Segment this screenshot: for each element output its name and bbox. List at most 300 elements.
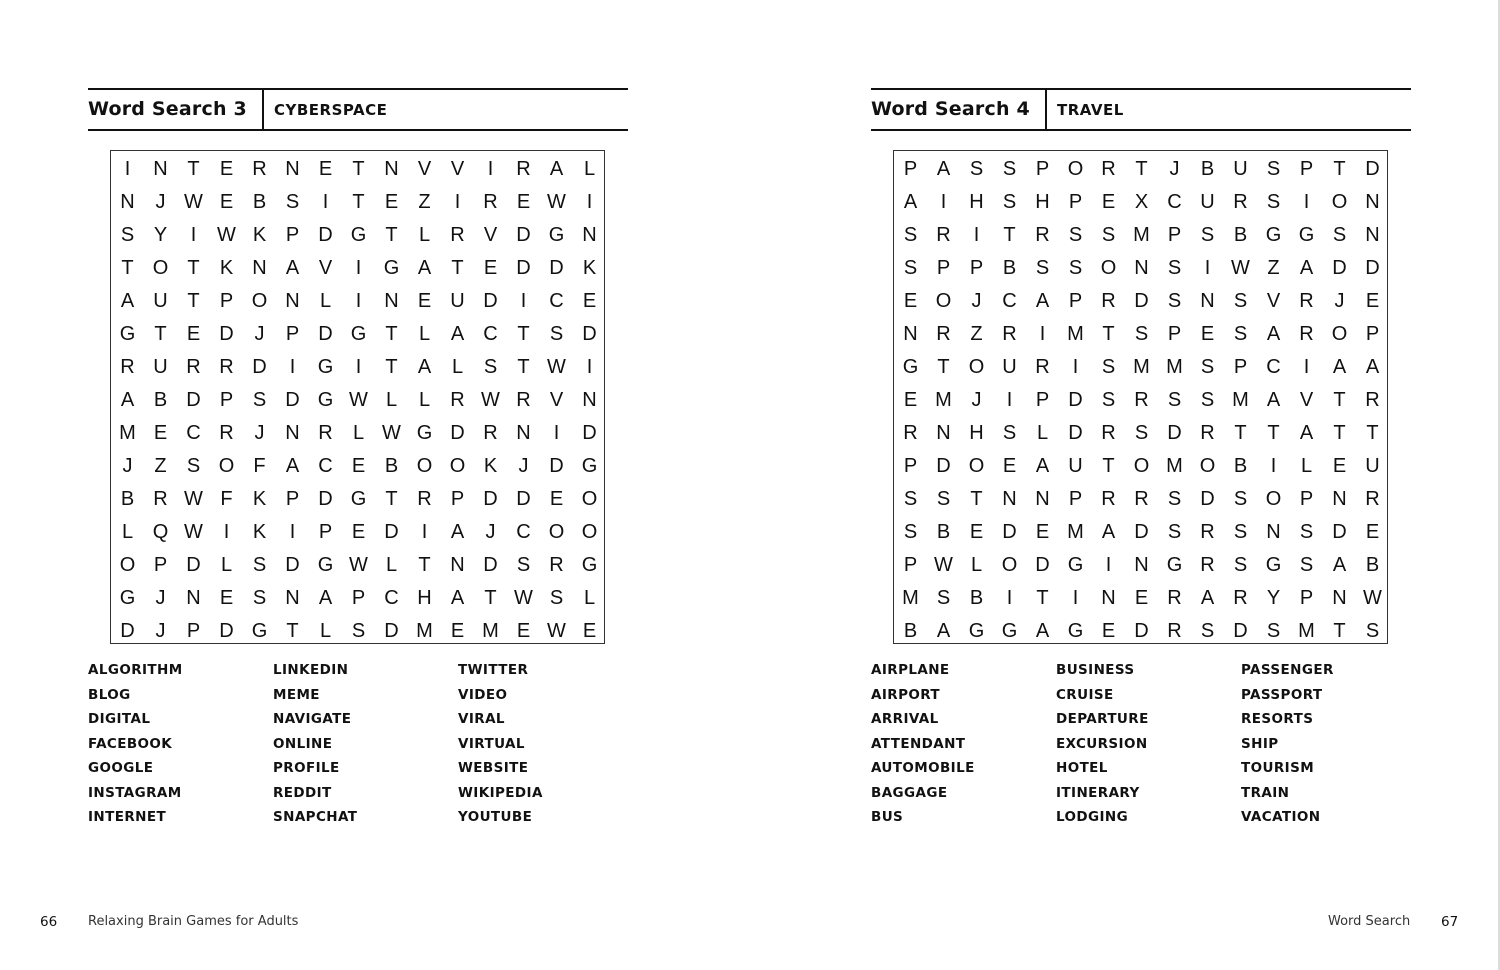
- grid-letter: I: [421, 521, 428, 543]
- grid-letter: W: [934, 554, 953, 576]
- grid-letter: T: [187, 290, 200, 312]
- grid-letter: N: [285, 158, 300, 180]
- grid-letter: E: [417, 290, 432, 312]
- grid-letter: G: [317, 389, 334, 411]
- grid-letter: D: [1134, 521, 1149, 543]
- grid-letter: T: [1234, 422, 1247, 444]
- grid-letter: S: [1233, 290, 1248, 312]
- grid-letter: P: [1068, 191, 1083, 213]
- grid-letter: S: [1299, 554, 1314, 576]
- grid-letter: T: [517, 356, 530, 378]
- word-list-item: WIKIPEDIA: [458, 784, 543, 801]
- grid-letter: E: [351, 455, 366, 477]
- grid-letter: C: [1002, 290, 1017, 312]
- grid-letter: O: [581, 521, 598, 543]
- grid-letter: D: [1002, 521, 1017, 543]
- grid-letter: D: [219, 620, 234, 642]
- grid-letter: P: [1365, 323, 1380, 345]
- grid-letter: H: [1035, 191, 1050, 213]
- grid-letter: T: [352, 158, 365, 180]
- grid-letter: U: [450, 290, 465, 312]
- grid-letter: N: [384, 290, 399, 312]
- letter-grid: [893, 150, 1388, 644]
- word-list-item: GOOGLE: [88, 760, 154, 776]
- grid-letter: E: [1200, 323, 1215, 345]
- grid-letter: P: [903, 455, 918, 477]
- word-list-item: VACATION: [1241, 809, 1321, 825]
- grid-letter: A: [549, 158, 564, 180]
- grid-letter: R: [1101, 488, 1116, 510]
- grid-letter: I: [487, 158, 494, 180]
- grid-letter: C: [1266, 356, 1281, 378]
- grid-letter: R: [252, 158, 267, 180]
- grid-letter: T: [385, 323, 398, 345]
- grid-letter: P: [903, 158, 918, 180]
- grid-letter: P: [1299, 587, 1314, 609]
- grid-letter: E: [582, 290, 597, 312]
- grid-letter: P: [1068, 290, 1083, 312]
- grid-letter: G: [1265, 554, 1282, 576]
- grid-letter: A: [450, 323, 465, 345]
- grid-letter: A: [285, 455, 300, 477]
- grid-letter: S: [903, 257, 918, 279]
- grid-letter: S: [1134, 422, 1149, 444]
- grid-letter: M: [1067, 521, 1084, 543]
- grid-letter: D: [1332, 257, 1347, 279]
- grid-letter: R: [219, 422, 234, 444]
- grid-letter: R: [483, 191, 498, 213]
- grid-letter: C: [384, 587, 399, 609]
- grid-letter: R: [1233, 191, 1248, 213]
- grid-letter: S: [1002, 158, 1017, 180]
- grid-letter: S: [483, 356, 498, 378]
- grid-letter: E: [153, 422, 168, 444]
- grid-letter: I: [1039, 323, 1046, 345]
- grid-letter: D: [516, 488, 531, 510]
- grid-letter: T: [1333, 422, 1346, 444]
- grid-letter: S: [516, 554, 531, 576]
- grid-letter: A: [120, 389, 135, 411]
- grid-letter: D: [516, 224, 531, 246]
- grid-letter: D: [384, 620, 399, 642]
- grid-letter: G: [1067, 620, 1084, 642]
- grid-letter: A: [1332, 554, 1347, 576]
- grid-letter: A: [1200, 587, 1215, 609]
- grid-letter: D: [219, 323, 234, 345]
- grid-letter: F: [220, 488, 233, 510]
- grid-letter: A: [120, 290, 135, 312]
- word-list-item: SHIP: [1241, 735, 1279, 752]
- grid-letter: R: [1134, 488, 1149, 510]
- grid-letter: R: [1200, 521, 1215, 543]
- grid-letter: N: [1035, 488, 1050, 510]
- grid-letter: J: [1334, 290, 1345, 312]
- grid-letter: S: [351, 620, 366, 642]
- grid-letter: S: [1035, 257, 1050, 279]
- grid-letter: E: [450, 620, 465, 642]
- grid-letter: T: [187, 158, 200, 180]
- grid-letter: I: [1303, 191, 1310, 213]
- grid-letter: Z: [970, 323, 983, 345]
- grid-letter: B: [1233, 224, 1248, 246]
- grid-letter: I: [454, 191, 461, 213]
- grid-letter: R: [1002, 323, 1017, 345]
- grid-letter: P: [1233, 356, 1248, 378]
- grid-letter: I: [223, 521, 230, 543]
- grid-letter: I: [940, 191, 947, 213]
- grid-letter: A: [1365, 356, 1380, 378]
- puzzle-title: Word Search 4: [871, 90, 1047, 129]
- grid-letter: L: [385, 554, 398, 576]
- grid-letter: I: [586, 356, 593, 378]
- grid-letter: A: [1035, 455, 1050, 477]
- grid-letter: E: [903, 389, 918, 411]
- grid-letter: D: [1233, 620, 1248, 642]
- grid-letter: T: [1333, 389, 1346, 411]
- grid-letter: I: [124, 158, 131, 180]
- grid-letter: N: [252, 257, 267, 279]
- grid-letter: E: [582, 620, 597, 642]
- grid-letter: P: [219, 290, 234, 312]
- grid-letter: L: [418, 389, 431, 411]
- grid-letter: T: [451, 257, 464, 279]
- grid-letter: R: [1365, 488, 1380, 510]
- grid-letter: V: [483, 224, 498, 246]
- grid-letter: A: [1035, 290, 1050, 312]
- grid-letter: D: [1332, 521, 1347, 543]
- grid-letter: Z: [418, 191, 431, 213]
- grid-letter: H: [417, 587, 432, 609]
- grid-letter: N: [1365, 191, 1380, 213]
- grid-letter: O: [1331, 323, 1348, 345]
- grid-letter: O: [449, 455, 466, 477]
- grid-letter: K: [483, 455, 498, 477]
- grid-letter: S: [1134, 323, 1149, 345]
- grid-letter: R: [153, 488, 168, 510]
- grid-letter: M: [482, 620, 499, 642]
- grid-letter: G: [251, 620, 268, 642]
- grid-letter: S: [1332, 224, 1347, 246]
- grid-letter: E: [516, 620, 531, 642]
- grid-letter: V: [1266, 290, 1281, 312]
- grid-letter: T: [937, 356, 950, 378]
- grid-letter: D: [318, 488, 333, 510]
- right-page-number: 67: [1441, 914, 1459, 930]
- grid-letter: S: [1365, 620, 1380, 642]
- grid-letter: S: [549, 323, 564, 345]
- grid-letter: P: [1167, 323, 1182, 345]
- grid-letter: B: [252, 191, 267, 213]
- grid-letter: M: [1133, 356, 1150, 378]
- grid-letter: A: [285, 257, 300, 279]
- grid-letter: G: [383, 257, 400, 279]
- grid-letter: S: [1167, 290, 1182, 312]
- grid-letter: D: [285, 554, 300, 576]
- grid-letter: S: [1068, 224, 1083, 246]
- grid-letter: Q: [152, 521, 169, 543]
- grid-letter: O: [935, 290, 952, 312]
- right-running-title: Word Search: [1328, 914, 1411, 929]
- grid-letter: O: [251, 290, 268, 312]
- grid-letter: P: [969, 257, 984, 279]
- word-list-item: TOURISM: [1241, 760, 1315, 776]
- letter-grid: [110, 150, 605, 644]
- grid-letter: K: [219, 257, 234, 279]
- grid-letter: D: [582, 422, 597, 444]
- grid-letter: E: [1101, 620, 1116, 642]
- grid-letter: G: [1298, 224, 1315, 246]
- grid-letter: R: [120, 356, 135, 378]
- grid-letter: L: [451, 356, 464, 378]
- grid-letter: G: [1067, 554, 1084, 576]
- grid-letter: B: [1365, 554, 1380, 576]
- grid-letter: M: [1298, 620, 1315, 642]
- grid-letter: D: [1200, 488, 1215, 510]
- grid-letter: E: [219, 158, 234, 180]
- grid-letter: G: [317, 356, 334, 378]
- grid-letter: S: [252, 389, 267, 411]
- grid-letter: T: [1036, 587, 1049, 609]
- grid-letter: W: [349, 554, 368, 576]
- grid-letter: P: [219, 389, 234, 411]
- grid-letter: E: [186, 323, 201, 345]
- grid-letter: C: [318, 455, 333, 477]
- grid-letter: E: [384, 191, 399, 213]
- grid-letter: T: [1333, 620, 1346, 642]
- grid-letter: I: [586, 191, 593, 213]
- word-list-item: TWITTER: [458, 662, 529, 678]
- grid-letter: E: [1365, 290, 1380, 312]
- grid-letter: A: [936, 158, 951, 180]
- grid-letter: V: [417, 158, 432, 180]
- grid-letter: W: [1231, 257, 1250, 279]
- grid-letter: D: [1167, 422, 1182, 444]
- grid-letter: L: [121, 521, 134, 543]
- grid-letter: E: [1134, 587, 1149, 609]
- grid-letter: G: [1001, 620, 1018, 642]
- grid-letter: B: [120, 488, 135, 510]
- grid-letter: J: [485, 521, 496, 543]
- grid-letter: D: [483, 554, 498, 576]
- grid-letter: R: [483, 422, 498, 444]
- grid-letter: Y: [1266, 587, 1281, 609]
- grid-letter: S: [252, 554, 267, 576]
- grid-letter: W: [547, 356, 566, 378]
- word-list-item: VIRTUAL: [458, 735, 525, 752]
- left-page-number: 66: [40, 914, 58, 930]
- grid-letter: N: [936, 422, 951, 444]
- word-list: [871, 658, 1431, 830]
- grid-letter: J: [518, 455, 529, 477]
- grid-letter: M: [1232, 389, 1249, 411]
- grid-letter: G: [119, 323, 136, 345]
- grid-letter: O: [1001, 554, 1018, 576]
- grid-letter: S: [1233, 554, 1248, 576]
- grid-letter: I: [355, 356, 362, 378]
- grid-letter: T: [1366, 422, 1379, 444]
- word-list-item: RESORTS: [1241, 711, 1314, 727]
- grid-letter: W: [184, 521, 203, 543]
- puzzle-topic: TRAVEL: [1057, 101, 1124, 119]
- grid-letter: R: [1101, 290, 1116, 312]
- grid-letter: T: [1102, 323, 1115, 345]
- grid-letter: A: [417, 356, 432, 378]
- grid-letter: G: [581, 455, 598, 477]
- grid-letter: K: [252, 224, 267, 246]
- grid-letter: B: [936, 521, 951, 543]
- word-list-item: DIGITAL: [88, 711, 151, 727]
- grid-letter: D: [450, 422, 465, 444]
- grid-letter: R: [1200, 422, 1215, 444]
- grid-letter: J: [155, 191, 166, 213]
- grid-letter: N: [582, 224, 597, 246]
- word-list-item: LINKEDIN: [273, 662, 349, 678]
- word-list-item: MEME: [273, 686, 320, 703]
- grid-letter: K: [252, 488, 267, 510]
- grid-letter: W: [1363, 587, 1382, 609]
- grid-letter: O: [416, 455, 433, 477]
- grid-letter: U: [153, 356, 168, 378]
- grid-letter: N: [285, 587, 300, 609]
- word-list-item: REDDIT: [273, 784, 332, 801]
- grid-letter: A: [1035, 620, 1050, 642]
- grid-letter: T: [385, 224, 398, 246]
- grid-letter: G: [350, 323, 367, 345]
- grid-letter: R: [450, 389, 465, 411]
- grid-letter: Y: [153, 224, 168, 246]
- grid-letter: D: [186, 554, 201, 576]
- grid-letter: O: [119, 554, 136, 576]
- grid-letter: N: [450, 554, 465, 576]
- grid-letter: C: [516, 521, 531, 543]
- grid-letter: T: [352, 191, 365, 213]
- grid-letter: E: [1035, 521, 1050, 543]
- grid-letter: S: [1266, 158, 1281, 180]
- puzzle-title-bar: [88, 88, 628, 131]
- grid-letter: T: [517, 323, 530, 345]
- grid-letter: J: [254, 323, 265, 345]
- word-list-item: ARRIVAL: [871, 711, 939, 727]
- grid-letter: D: [1365, 158, 1380, 180]
- grid-letter: D: [1035, 554, 1050, 576]
- grid-letter: Z: [1267, 257, 1280, 279]
- grid-letter: X: [1134, 191, 1149, 213]
- grid-letter: W: [514, 587, 533, 609]
- grid-letter: D: [1134, 290, 1149, 312]
- grid-letter: P: [1035, 158, 1050, 180]
- grid-letter: L: [418, 323, 431, 345]
- grid-letter: P: [936, 257, 951, 279]
- grid-letter: S: [120, 224, 135, 246]
- grid-letter: G: [902, 356, 919, 378]
- word-list-item: HOTEL: [1056, 760, 1108, 776]
- grid-letter: N: [1332, 488, 1347, 510]
- grid-letter: C: [549, 290, 564, 312]
- grid-letter: G: [1265, 224, 1282, 246]
- grid-letter: N: [384, 158, 399, 180]
- grid-letter: O: [581, 488, 598, 510]
- grid-letter: L: [319, 620, 332, 642]
- grid-letter: E: [1002, 455, 1017, 477]
- grid-letter: N: [1002, 488, 1017, 510]
- grid-letter: L: [220, 554, 233, 576]
- grid-letter: W: [481, 389, 500, 411]
- grid-letter: T: [1333, 158, 1346, 180]
- grid-letter: I: [553, 422, 560, 444]
- grid-letter: I: [355, 257, 362, 279]
- grid-letter: K: [252, 521, 267, 543]
- grid-letter: L: [583, 587, 596, 609]
- grid-letter: W: [547, 620, 566, 642]
- grid-letter: G: [1166, 554, 1183, 576]
- grid-letter: T: [154, 323, 167, 345]
- grid-letter: R: [1233, 587, 1248, 609]
- grid-letter: L: [385, 389, 398, 411]
- puzzle-topic: CYBERSPACE: [274, 101, 388, 119]
- grid-letter: R: [903, 422, 918, 444]
- grid-letter: O: [1199, 455, 1216, 477]
- word-list-item: PROFILE: [273, 760, 340, 776]
- grid-letter: T: [1003, 224, 1016, 246]
- grid-letter: J: [971, 290, 982, 312]
- grid-letter: T: [484, 587, 497, 609]
- grid-letter: M: [1133, 224, 1150, 246]
- grid-letter: P: [285, 224, 300, 246]
- grid-letter: A: [1266, 323, 1281, 345]
- grid-letter: B: [903, 620, 918, 642]
- grid-letter: I: [355, 290, 362, 312]
- grid-letter: I: [1303, 356, 1310, 378]
- grid-letter: R: [549, 554, 564, 576]
- grid-letter: R: [516, 158, 531, 180]
- grid-letter: O: [1100, 257, 1117, 279]
- grid-letter: D: [186, 389, 201, 411]
- grid-letter: W: [217, 224, 236, 246]
- grid-letter: G: [350, 224, 367, 246]
- grid-letter: R: [186, 356, 201, 378]
- grid-letter: B: [1200, 158, 1215, 180]
- word-list-item: VIRAL: [458, 711, 505, 727]
- grid-letter: T: [385, 488, 398, 510]
- word-list-item: AIRPLANE: [871, 662, 950, 678]
- grid-letter: R: [1167, 620, 1182, 642]
- grid-letter: O: [968, 455, 985, 477]
- grid-letter: E: [1101, 191, 1116, 213]
- word-list-item: BUS: [871, 809, 904, 825]
- grid-letter: E: [1365, 521, 1380, 543]
- grid-letter: E: [318, 158, 333, 180]
- grid-letter: R: [219, 356, 234, 378]
- grid-letter: M: [935, 389, 952, 411]
- grid-letter: P: [450, 488, 465, 510]
- grid-letter: T: [970, 488, 983, 510]
- grid-letter: R: [450, 224, 465, 246]
- grid-letter: I: [1105, 554, 1112, 576]
- grid-letter: D: [318, 323, 333, 345]
- grid-letter: D: [549, 455, 564, 477]
- grid-letter: A: [903, 191, 918, 213]
- grid-letter: C: [186, 422, 201, 444]
- grid-letter: D: [936, 455, 951, 477]
- word-list-item: LODGING: [1056, 809, 1129, 825]
- grid-letter: W: [547, 191, 566, 213]
- puzzle-title: Word Search 3: [88, 90, 264, 129]
- left-running-title: Relaxing Brain Games for Adults: [88, 914, 299, 929]
- grid-letter: A: [1266, 389, 1281, 411]
- grid-letter: I: [1270, 455, 1277, 477]
- grid-letter: P: [186, 620, 201, 642]
- grid-letter: R: [936, 323, 951, 345]
